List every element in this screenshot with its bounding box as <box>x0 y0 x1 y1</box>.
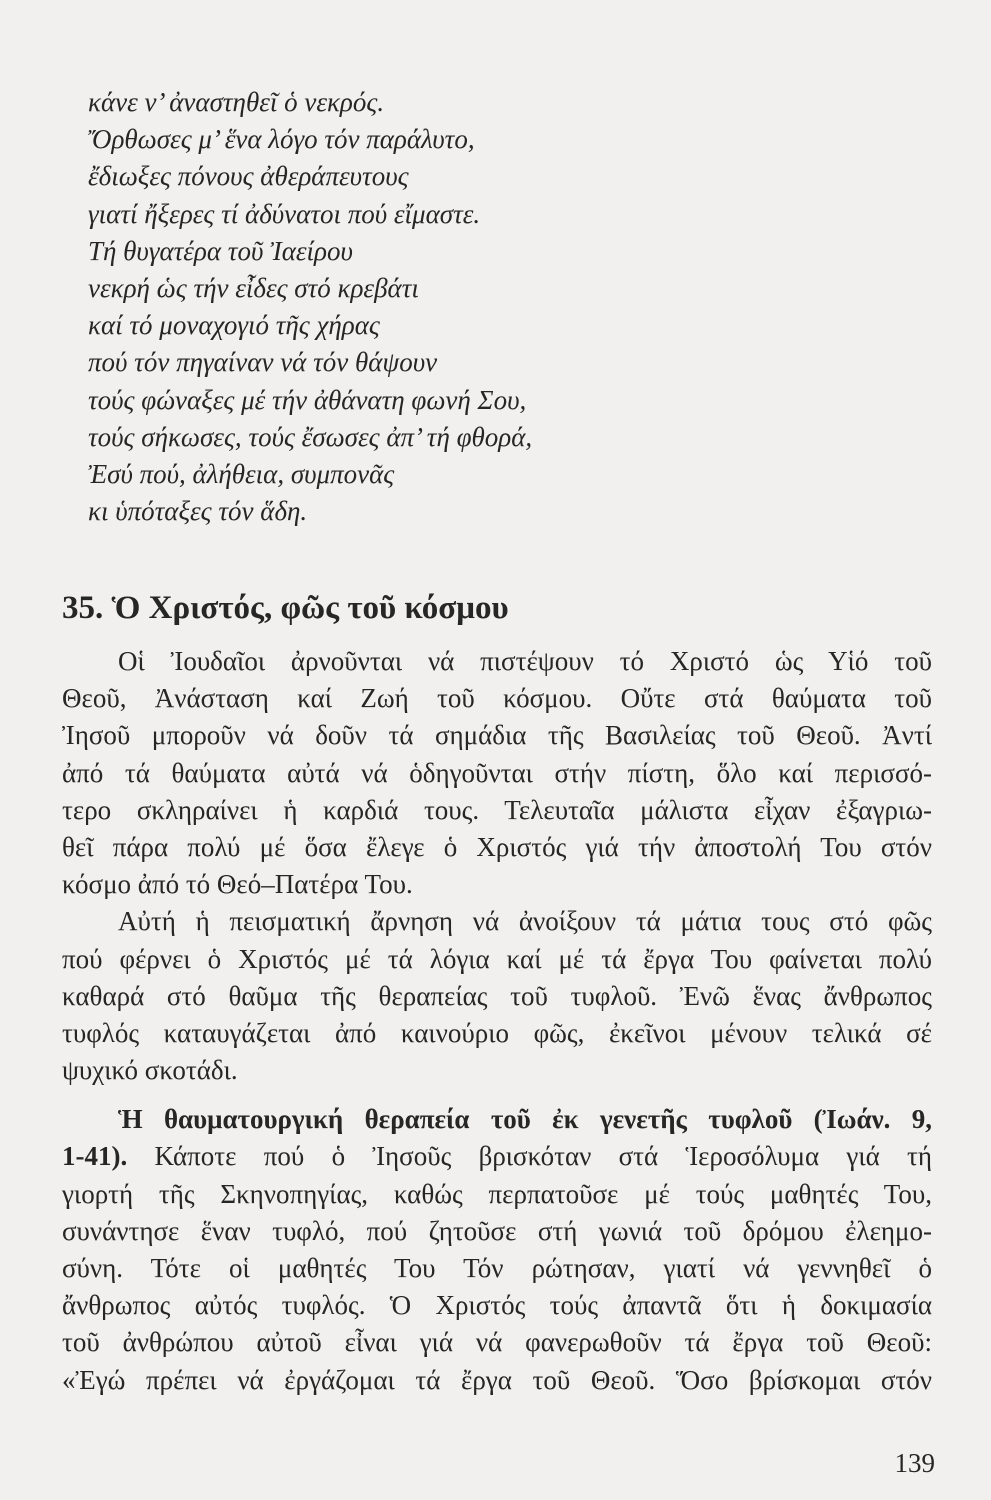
text-line: σύνη. Τότε οἱ μαθητές Του Τόν ρώτησαν, γιατί νά γεννηθεῖ ὁ <box>62 1253 932 1283</box>
text-line <box>62 1101 932 1138</box>
poem-line: πού τόν πηγαίναν νά τόν θάψουν <box>88 347 438 378</box>
text-line: συνάντησε ἕναν τυφλό, πού ζητοῦσε στή γωνιά τοῦ δρόμου ἐλεημο- <box>62 1215 932 1246</box>
bold-lead-text: 1-41). <box>62 1141 128 1172</box>
text-line <box>62 1138 932 1175</box>
paragraph <box>62 643 932 903</box>
text-line: κόσμο ἀπό τό Θεό–Πατέρα Του. <box>62 869 413 900</box>
poem-line: καί τό μοναχογιό τῆς χήρας <box>88 310 380 341</box>
text-line: γιορτή τῆς Σκηνοπηγίας, καθώς περπατοῦσε μέ τούς μαθητές Του, <box>62 1178 932 1209</box>
text-line: Αὐτή ἡ πεισματική ἄρνηση νά ἀνοίξουν τά μάτια τους στό φῶς <box>118 906 932 937</box>
text-line: «Ἐγώ πρέπει νά ἐργάζομαι τά ἔργα τοῦ Θεοῦ. Ὅσο βρίσκομαι στόν <box>62 1364 932 1395</box>
poem-line: Τή θυγατέρα τοῦ Ἰαείρου <box>88 235 353 266</box>
section-heading: 35. Ὁ Χριστός, φῶς τοῦ κόσμου <box>62 590 509 626</box>
poem-line: τούς φώναξες μέ τήν ἀθάνατη φωνή Σου, <box>88 384 527 415</box>
poem-line: Ὄρθωσες μ’ ἕνα λόγο τόν παράλυτο, <box>88 124 475 155</box>
poem-line: ἔδιωξες πόνους ἀθεράπευτους <box>88 161 409 192</box>
poem-line: τούς σήκωσες, τούς ἔσωσες ἀπ’ τή φθορά, <box>88 421 533 452</box>
poem-line: γιατί ἤξερες τί ἀδύνατοι πού εἴμαστε. <box>88 198 481 229</box>
poem-line: κι ὑπόταξες τόν ἅδη. <box>88 496 308 527</box>
poem-line: Ἐσύ πού, ἀλήθεια, συμπονᾶς <box>88 458 395 489</box>
text-line: τοῦ ἀνθρώπου αὐτοῦ εἶναι γιά νά φανερωθοῦν τά ἔργα τοῦ Θεοῦ: <box>62 1327 932 1358</box>
text-line: τερο σκληραίνει ἡ καρδιά τους. Τελευταῖα μάλιστα εἶχαν ἐξαγριω- <box>62 794 932 825</box>
text-line: Θεοῦ, Ἀνάσταση καί Ζωή τοῦ κόσμου. Οὔτε στά θαύματα τοῦ <box>62 683 932 714</box>
text-line: πού φέρνει ὁ Χριστός μέ τά λόγια καί μέ τά ἔργα Του φαίνεται πολύ <box>62 943 932 974</box>
bold-lead-text: Ἡ θαυματουργική θεραπεία τοῦ ἐκ γενετῆς τυφλοῦ (Ἰωάν. 9, <box>118 1104 932 1135</box>
text-line: ἄνθρωπος αὐτός τυφλός. Ὁ Χριστός τούς ἀπαντᾶ ὅτι ἡ δοκιμασία <box>62 1290 932 1321</box>
text-line: καθαρά στό θαῦμα τῆς θεραπείας τοῦ τυφλοῦ. Ἐνῶ ἕνας ἄνθρωπος <box>62 980 932 1011</box>
paragraph <box>62 903 932 1089</box>
text-line: Ἰησοῦ μποροῦν νά δοῦν τά σημάδια τῆς Βασιλείας τοῦ Θεοῦ. Ἀντί <box>62 720 932 751</box>
text-line: τυφλός καταυγάζεται ἀπό καινούριο φῶς, ἐκεῖνοι μένουν τελικά σέ <box>62 1017 932 1048</box>
text-line: Οἱ Ἰουδαῖοι ἀρνοῦνται νά πιστέψουν τό Χριστό ὡς Υἱό τοῦ <box>118 646 932 676</box>
text-segment: Κάποτε πού ὁ Ἰησοῦς βρισκόταν στά Ἱεροσόλυμα γιά τή <box>127 1141 932 1172</box>
page-number: 139 <box>894 1448 935 1478</box>
body-text <box>62 643 932 1399</box>
text-line: ἀπό τά θαύματα αὐτά νά ὁδηγοῦνται στήν πίστη, ὅλο καί περισσό- <box>62 757 932 788</box>
text-line: ψυχικό σκοτάδι. <box>62 1055 238 1086</box>
poem-line: κάνε ν’ ἀναστηθεῖ ὁ νεκρός. <box>88 87 385 117</box>
paragraph <box>62 1101 932 1399</box>
text-line: θεῖ πάρα πολύ μέ ὅσα ἔλεγε ὁ Χριστός γιά τήν ἀποστολή Του στόν <box>62 831 932 862</box>
poem-block <box>88 84 532 530</box>
poem-line: νεκρή ὡς τήν εἶδες στό κρεβάτι <box>88 272 419 303</box>
